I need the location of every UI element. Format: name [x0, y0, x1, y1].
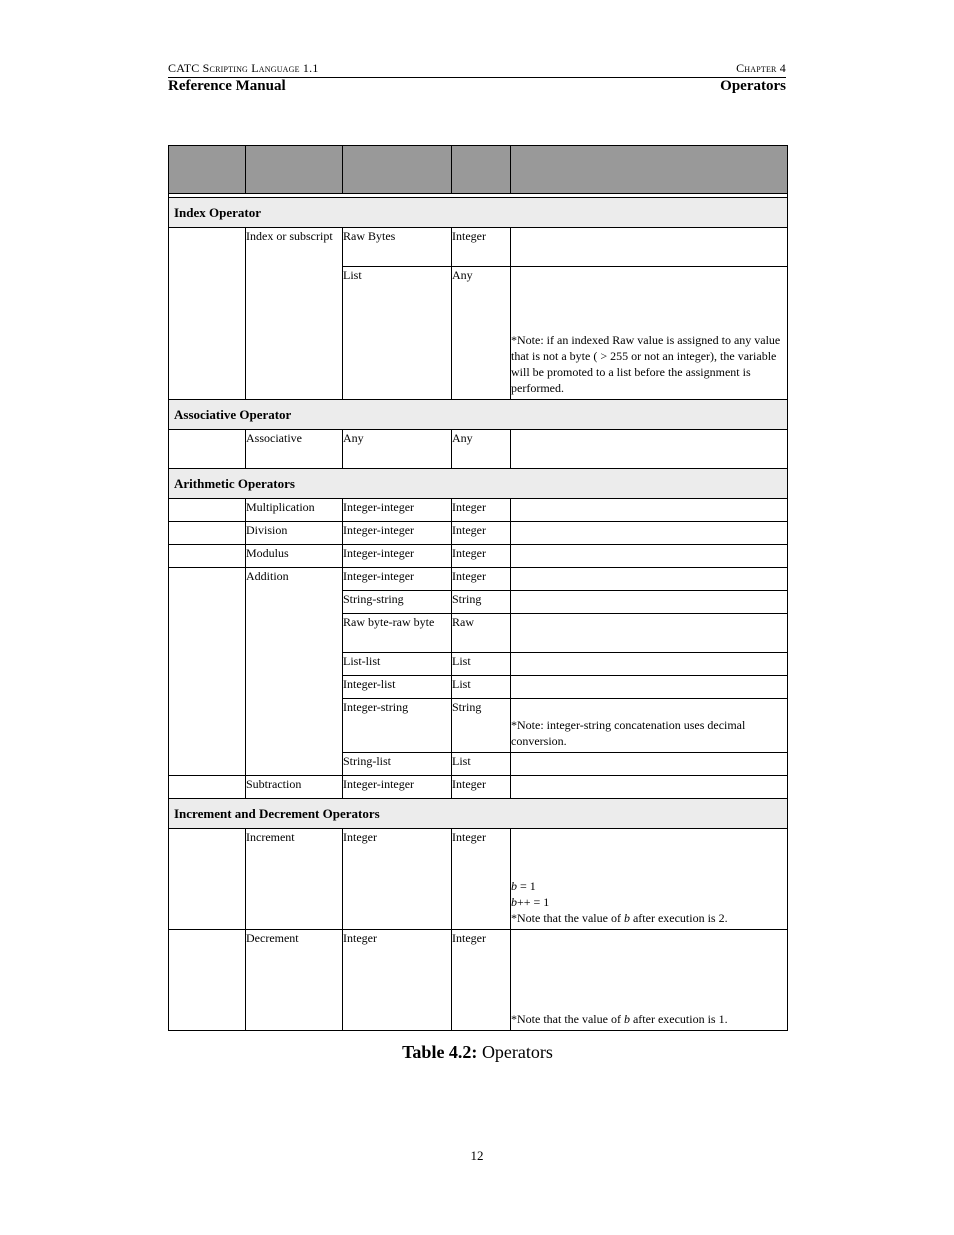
section-associative-operator: Associative Operator [169, 400, 788, 430]
operand-types: Integer-integer [343, 522, 452, 545]
operand-types: Integer-integer [343, 776, 452, 799]
operator-name: Modulus [246, 545, 343, 568]
table-row [169, 430, 788, 469]
header-cell [452, 146, 511, 194]
result-type: Integer [452, 568, 511, 591]
header-cell [169, 146, 246, 194]
result-type: Integer [452, 829, 511, 930]
result-type: Any [452, 430, 511, 469]
result-type: Integer [452, 930, 511, 1031]
table-caption [168, 1042, 787, 1063]
header-cell [511, 146, 788, 194]
result-type: Integer [452, 776, 511, 799]
operand-types: Integer-integer [343, 568, 452, 591]
operand-types: List-list [343, 653, 452, 676]
decrement-example: *Note that the value of b after execution is 1. [511, 930, 788, 1031]
operator-name: Subtraction [246, 776, 343, 799]
operand-types: List [343, 267, 452, 400]
increment-example: b = 1 b++ = 1 *Note that the value of b after execution is 2. [511, 829, 788, 930]
page-number: 12 [470, 1148, 484, 1163]
operator-name: Decrement [246, 930, 343, 1031]
table-row [169, 228, 788, 267]
caption-label: Table 4.2: [402, 1042, 478, 1062]
page-header [168, 61, 786, 95]
table-row [169, 545, 788, 568]
table-row [169, 499, 788, 522]
result-type: Integer [452, 545, 511, 568]
operand-types: Integer [343, 829, 452, 930]
result-type: List [452, 753, 511, 776]
operand-types: Any [343, 430, 452, 469]
note-index-raw: *Note: if an indexed Raw value is assigned to any value that is not a byte ( > 255 or not an integer), the variable will be promoted to a list before the assignment is performed. [511, 333, 781, 395]
result-type: Raw [452, 614, 511, 653]
header-doc-title: CATC Scripting Language 1.1 [168, 61, 319, 75]
operator-name: Associative [246, 430, 343, 469]
operand-types: Integer-integer [343, 545, 452, 568]
operator-name: Multiplication [246, 499, 343, 522]
header-cell [343, 146, 452, 194]
table-row [169, 522, 788, 545]
operators-table [168, 145, 788, 1031]
caption-text: Operators [477, 1042, 553, 1062]
result-type: String [452, 591, 511, 614]
table-header-row [169, 146, 788, 194]
operand-types: String-string [343, 591, 452, 614]
result-type: List [452, 676, 511, 699]
operator-name: Division [246, 522, 343, 545]
header-cell [246, 146, 343, 194]
section-index-operator: Index Operator [169, 198, 788, 228]
result-type: Integer [452, 499, 511, 522]
header-chapter: Chapter 4 [736, 61, 786, 75]
result-type: Integer [452, 522, 511, 545]
table-row [169, 568, 788, 591]
result-type: String [452, 699, 511, 753]
operand-types: Integer-integer [343, 499, 452, 522]
operand-types: Raw Bytes [343, 228, 452, 267]
header-section: Operators [720, 78, 786, 94]
header-manual: Reference Manual [168, 78, 286, 94]
table-row [169, 776, 788, 799]
operand-types: Integer-string [343, 699, 452, 753]
table-row [169, 829, 788, 930]
operand-types: Integer-list [343, 676, 452, 699]
section-increment-decrement-operators: Increment and Decrement Operators [169, 799, 788, 829]
operand-types: Raw byte-raw byte [343, 614, 452, 653]
result-type: Any [452, 267, 511, 400]
operator-name: Index or subscript [246, 228, 343, 400]
operator-name: Addition [246, 568, 343, 776]
table-row [169, 930, 788, 1031]
operator-name: Increment [246, 829, 343, 930]
result-type: Integer [452, 228, 511, 267]
operand-types: String-list [343, 753, 452, 776]
note-integer-string: *Note: integer-string concatenation uses decimal conversion. [511, 718, 746, 748]
result-type: List [452, 653, 511, 676]
section-arithmetic-operators: Arithmetic Operators [169, 469, 788, 499]
operand-types: Integer [343, 930, 452, 1031]
